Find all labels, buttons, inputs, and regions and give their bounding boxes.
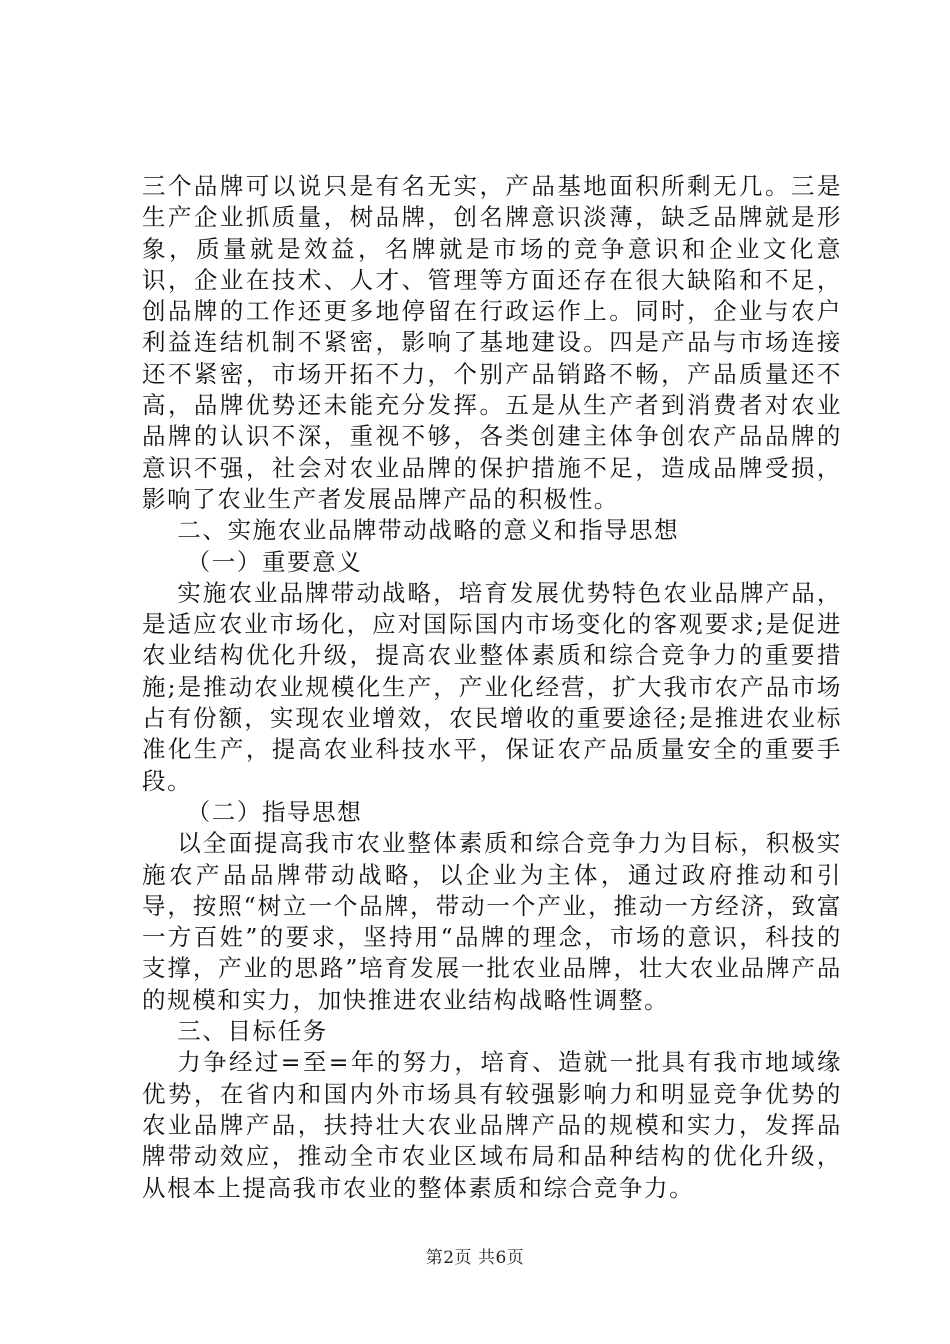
subheading-guiding-ideology: （二）指导思想 [186,797,363,826]
document-body [142,171,842,1204]
paragraph-goals: 力争经过=至=年的努力，培育、造就一批具有我市地域缘优势，在省内和国内外市场具有较强影响力和明显竞争优势的农业品牌产品，扶持壮大农业品牌产品的规模和实力，发挥品牌带动效应，推动全市农业区域布局和品种结构的优化升级，从根本上提高我市农业的整体素质和综合竞争力。 [142,1048,842,1202]
section-heading-2: 二、实施农业品牌带动战略的意义和指导思想 [177,516,680,545]
paragraph-continued: 三个品牌可以说只是有名无实，产品基地面积所剩无几。三是生产企业抓质量，树品牌，创名牌意识淡薄，缺乏品牌就是形象，质量就是效益，名牌就是市场的竞争意识和企业文化意识，企业在技术、人才、管理等方面还存在很大缺陷和不足，创品牌的工作还更多地停留在行政运作上。同时，企业与农户利益连结机制不紧密，影响了基地建设。四是产品与市场连接还不紧密，市场开拓不力，个别产品销路不畅，产品质量还不高，品牌优势还未能充分发挥。五是从生产者到消费者对农业品牌的认识不深，重视不够，各类创建主体争创农产品品牌的意识不强，社会对农业品牌的保护措施不足，造成品牌受损，影响了农业生产者发展品牌产品的积极性。 [142,172,842,513]
subheading-significance: （一）重要意义 [186,547,363,576]
section-heading-3: 三、目标任务 [177,1017,328,1046]
paragraph-significance: 实施农业品牌带动战略，培育发展优势特色农业品牌产品，是适应农业市场化，应对国际国内市场变化的客观要求;是促进农业结构优化升级，提高农业整体素质和综合竞争力的重要措施;是推动农业规模化生产，产业化经营，扩大我市农产品市场占有份额，实现农业增效，农民增收的重要途径;是推进农业标准化生产，提高农业科技水平，保证农产品质量安全的重要手段。 [142,578,842,795]
page-number-footer: 第2页 共6页 [425,1248,525,1268]
paragraph-guiding-ideology: 以全面提高我市农业整体素质和综合竞争力为目标，积极实施农产品品牌带动战略，以企业为主体，通过政府推动和引导，按照“树立一个品牌，带动一个产业，推动一方经济，致富一方百姓”的要求，坚持用“品牌的理念，市场的意识，科技的支撑，产业的思路”培育发展一批农业品牌，壮大农业品牌产品的规模和实力，加快推进农业结构战略性调整。 [142,829,842,1014]
